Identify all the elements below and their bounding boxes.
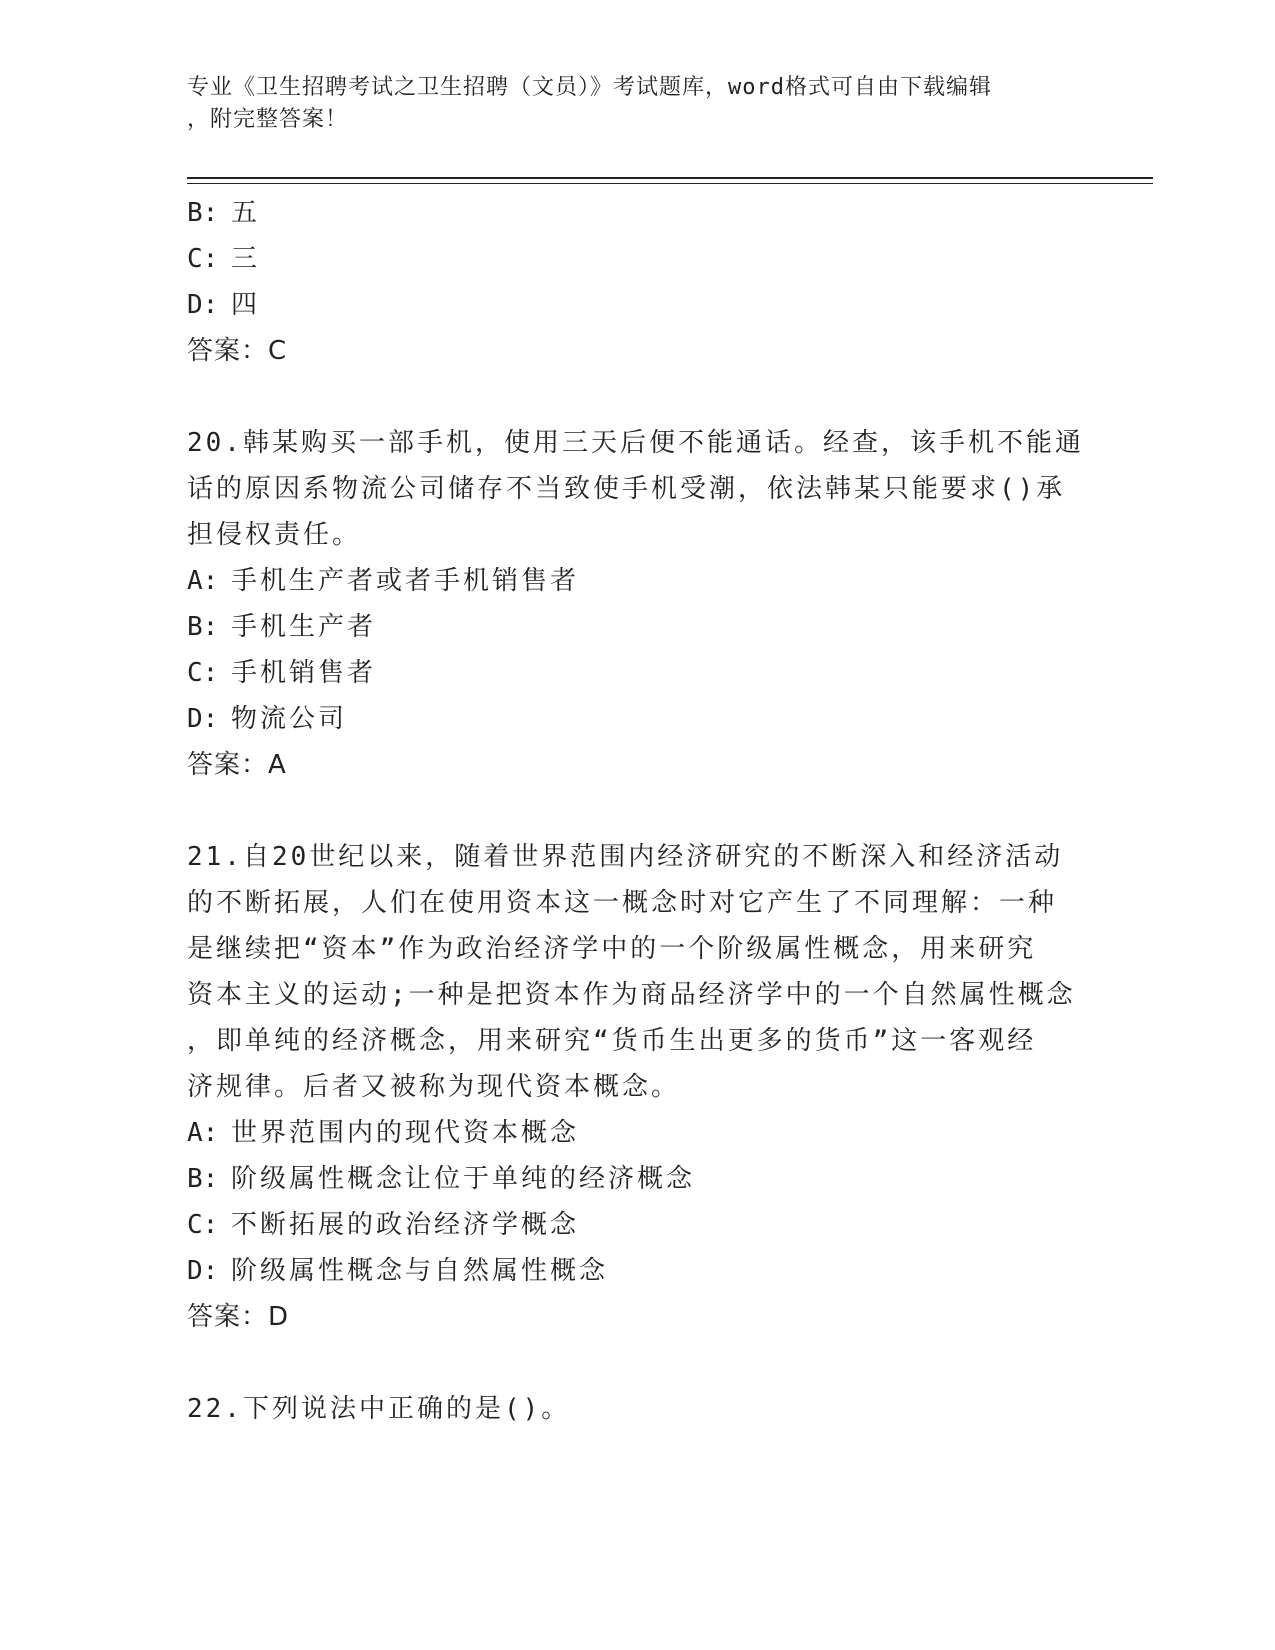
option-c: C: 三 — [187, 244, 261, 274]
spacer — [187, 1340, 1087, 1386]
option-d: D: 物流公司 — [187, 704, 348, 734]
question-stem-line: 是继续把“资本”作为政治经济学中的一个阶级属性概念，用来研究 — [187, 934, 1037, 964]
question-stem-line: 20.韩某购买一部手机，使用三天后便不能通话。经查，该手机不能通 — [187, 428, 1084, 458]
header-line-1: 专业《卫生招聘考试之卫生招聘（文员）》考试题库，word格式可自由下载编辑 — [187, 75, 992, 100]
question-stem-line: 济规律。后者又被称为现代资本概念。 — [187, 1072, 681, 1102]
option-b: B: 手机生产者 — [187, 612, 377, 642]
question-stem-line: 的不断拓展，人们在使用资本这一概念时对它产生了不同理解：一种 — [187, 888, 1058, 918]
document-header — [187, 72, 1087, 136]
answer: 答案：D — [187, 1302, 290, 1332]
option-b: B: 五 — [187, 198, 261, 228]
question-stem-line: 话的原因系物流公司储存不当致使手机受潮，依法韩某只能要求()承 — [187, 474, 1066, 504]
question-stem-line: ，即单纯的经济概念，用来研究“货币生出更多的货币”这一客观经 — [187, 1026, 1037, 1056]
header-rule-thick — [187, 177, 1153, 179]
question-stem-line: 担侵权责任。 — [187, 520, 362, 550]
question-21 — [187, 834, 1087, 1340]
option-c: C: 不断拓展的政治经济学概念 — [187, 1210, 580, 1240]
option-b: B: 阶级属性概念让位于单纯的经济概念 — [187, 1164, 696, 1194]
question-stem-line: 22.下列说法中正确的是()。 — [187, 1394, 571, 1424]
option-d: D: 阶级属性概念与自然属性概念 — [187, 1256, 609, 1286]
option-d: D: 四 — [187, 290, 261, 320]
question-stem-line: 资本主义的运动;一种是把资本作为商品经济学中的一个自然属性概念 — [187, 980, 1076, 1010]
answer: 答案：A — [187, 750, 287, 780]
answer: 答案：C — [187, 336, 288, 366]
question-20 — [187, 420, 1087, 788]
question-stem-line: 21.自20世纪以来，随着世界范围内经济研究的不断深入和经济活动 — [187, 842, 1064, 872]
spacer — [187, 788, 1087, 834]
option-a: A: 手机生产者或者手机销售者 — [187, 566, 580, 596]
header-line-2: ，附完整答案！ — [187, 107, 349, 132]
spacer — [187, 374, 1087, 420]
option-c: C: 手机销售者 — [187, 658, 377, 688]
header-rule-thin — [187, 183, 1153, 184]
question-22 — [187, 1386, 1087, 1432]
document-body — [187, 190, 1087, 1432]
option-a: A: 世界范围内的现代资本概念 — [187, 1118, 580, 1148]
question-19 — [187, 190, 1087, 374]
